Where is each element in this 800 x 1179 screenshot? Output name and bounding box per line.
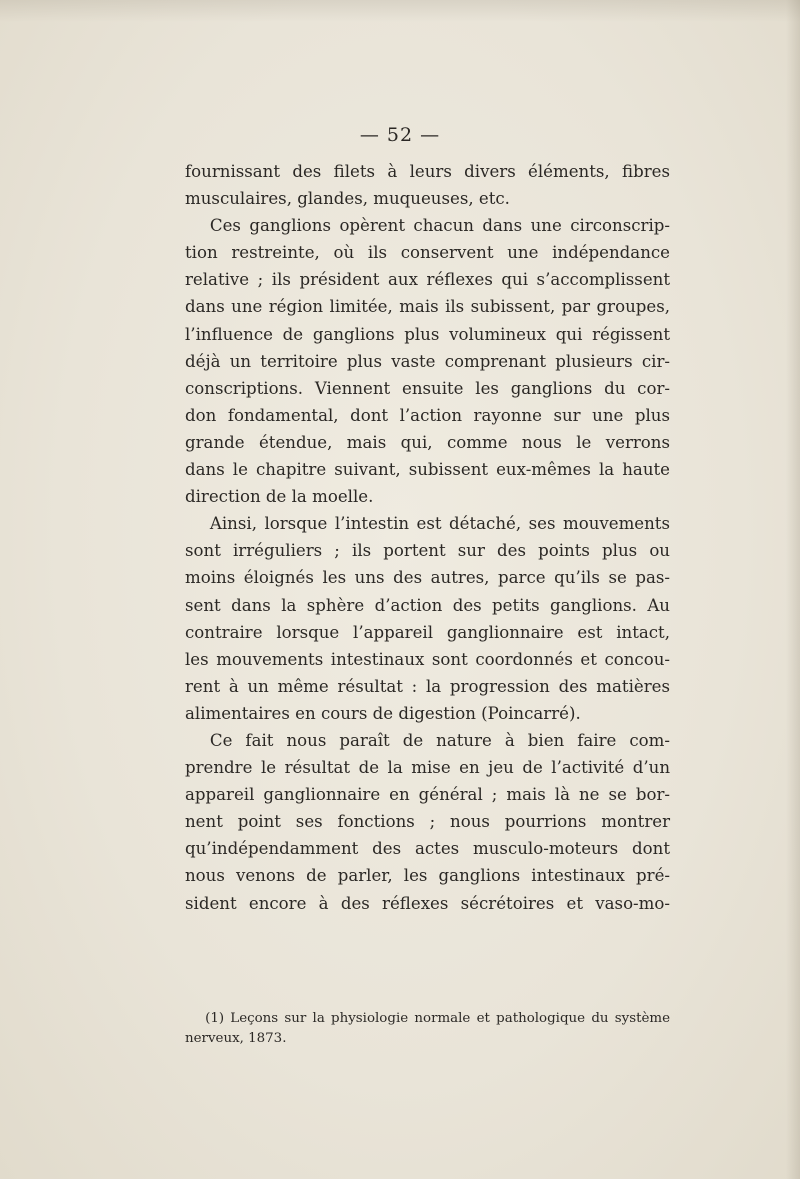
text-line: moins éloignés les uns des autres, parce qu’ils se pas- xyxy=(185,568,670,588)
text-line: musculaires, glandes, muqueuses, etc. xyxy=(185,189,510,209)
page-number: — 52 — xyxy=(359,124,441,146)
text-line: don fondamental, dont l’action rayonne sur une plus xyxy=(185,405,670,425)
text-line: nent point ses fonctions ; nous pourrions montrer xyxy=(185,812,670,832)
text-line: Ce fait nous paraît de nature à bien faire com- xyxy=(209,730,670,750)
text-line: déjà un territoire plus vaste comprenant plusieurs cir- xyxy=(185,351,670,371)
footnote-line: nerveux, 1873. xyxy=(185,1031,287,1046)
text-line: dans une région limitée, mais ils subissent, par groupes, xyxy=(185,297,670,317)
text-line: sont irréguliers ; ils portent sur des points plus ou xyxy=(185,541,670,561)
text-line: dans le chapitre suivant, subissent eux-mêmes la haute xyxy=(185,460,670,480)
text-line: prendre le résultat de la mise en jeu de l’activité d’un xyxy=(185,758,670,778)
text-line: conscriptions. Viennent ensuite les ganglions du cor- xyxy=(185,378,670,398)
page-right-shadow xyxy=(786,0,800,1179)
text-line: appareil ganglionnaire en général ; mais là ne se bor- xyxy=(185,785,670,805)
text-line: contraire lorsque l’appareil ganglionnaire est intact, xyxy=(185,622,670,642)
text-line: les mouvements intestinaux sont coordonnés et concou- xyxy=(185,649,670,669)
text-line: direction de la moelle. xyxy=(185,487,374,507)
text-line: nous venons de parler, les ganglions intestinaux pré- xyxy=(185,866,670,886)
text-line: Ces ganglions opèrent chacun dans une circonscrip- xyxy=(209,216,670,236)
text-line: grande étendue, mais qui, comme nous le verrons xyxy=(185,432,670,452)
text-line: qu’indépendamment des actes musculo-moteurs dont xyxy=(185,839,670,859)
text-line: l’influence de ganglions plus volumineux qui régissent xyxy=(185,324,670,344)
body-text xyxy=(185,158,670,917)
text-line: relative ; ils président aux réflexes qui s’accomplissent xyxy=(185,270,670,290)
text-line: Ainsi, lorsque l’intestin est détaché, ses mouvements xyxy=(209,514,670,534)
text-line: sent dans la sphère d’action des petits ganglions. Au xyxy=(185,595,670,615)
text-line: sident encore à des réflexes sécrétoires et vaso-mo- xyxy=(185,893,670,913)
text-line: alimentaires en cours de digestion (Poincarré). xyxy=(185,703,581,723)
page-top-shadow xyxy=(0,0,800,22)
footnote-line: (1) Leçons sur la physiologie normale et pathologique du système xyxy=(205,1011,670,1026)
footnote xyxy=(185,1009,670,1049)
text-line: fournissant des filets à leurs divers éléments, fibres xyxy=(185,162,670,181)
text-line: tion restreinte, où ils conservent une indépendance xyxy=(185,243,670,263)
text-line: rent à un même résultat : la progression des matières xyxy=(185,676,670,696)
